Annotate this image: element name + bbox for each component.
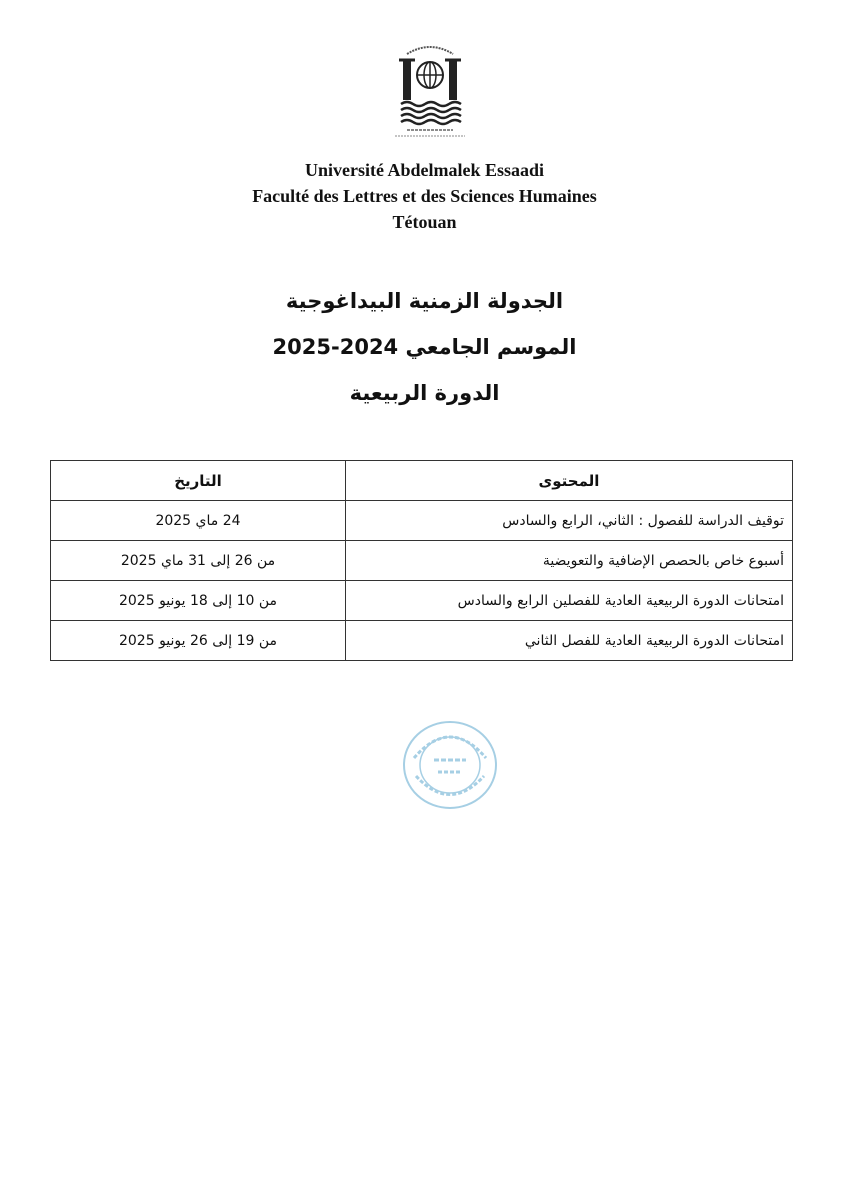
institution-header: [0, 157, 849, 235]
row-date: من 26 إلى 31 ماي 2025: [51, 541, 346, 581]
table-row: [51, 541, 793, 581]
row-content: أسبوع خاص بالحصص الإضافية والتعويضية: [346, 541, 793, 581]
table-row: [51, 501, 793, 541]
table-row: [51, 581, 793, 621]
schedule-table: [50, 460, 793, 661]
university-logo-icon: [385, 42, 475, 142]
city-name: Tétouan: [392, 212, 457, 232]
row-date: من 10 إلى 18 يونيو 2025: [51, 581, 346, 621]
university-name: Université Abdelmalek Essaadi: [304, 160, 545, 180]
session-title: الدورة الربيعية: [349, 381, 500, 405]
document-titles: [0, 283, 849, 421]
academic-season: الموسم الجامعي 2024-2025: [272, 335, 577, 359]
table-header-row: [51, 461, 793, 501]
row-date: 24 ماي 2025: [51, 501, 346, 541]
row-content: توقيف الدراسة للفصول : الثاني، الرابع والسادس: [346, 501, 793, 541]
main-title: الجدولة الزمنية البيداغوجية: [285, 289, 564, 313]
column-header-content: المحتوى: [346, 461, 793, 501]
row-content: امتحانات الدورة الربيعية العادية للفصل الثاني: [346, 621, 793, 661]
table-row: [51, 621, 793, 661]
faculty-stamp-icon: [400, 718, 500, 813]
row-date: من 19 إلى 26 يونيو 2025: [51, 621, 346, 661]
column-header-date: التاريخ: [51, 461, 346, 501]
faculty-name: Faculté des Lettres et des Sciences Humaines: [252, 186, 597, 206]
row-content: امتحانات الدورة الربيعية العادية للفصلين الرابع والسادس: [346, 581, 793, 621]
